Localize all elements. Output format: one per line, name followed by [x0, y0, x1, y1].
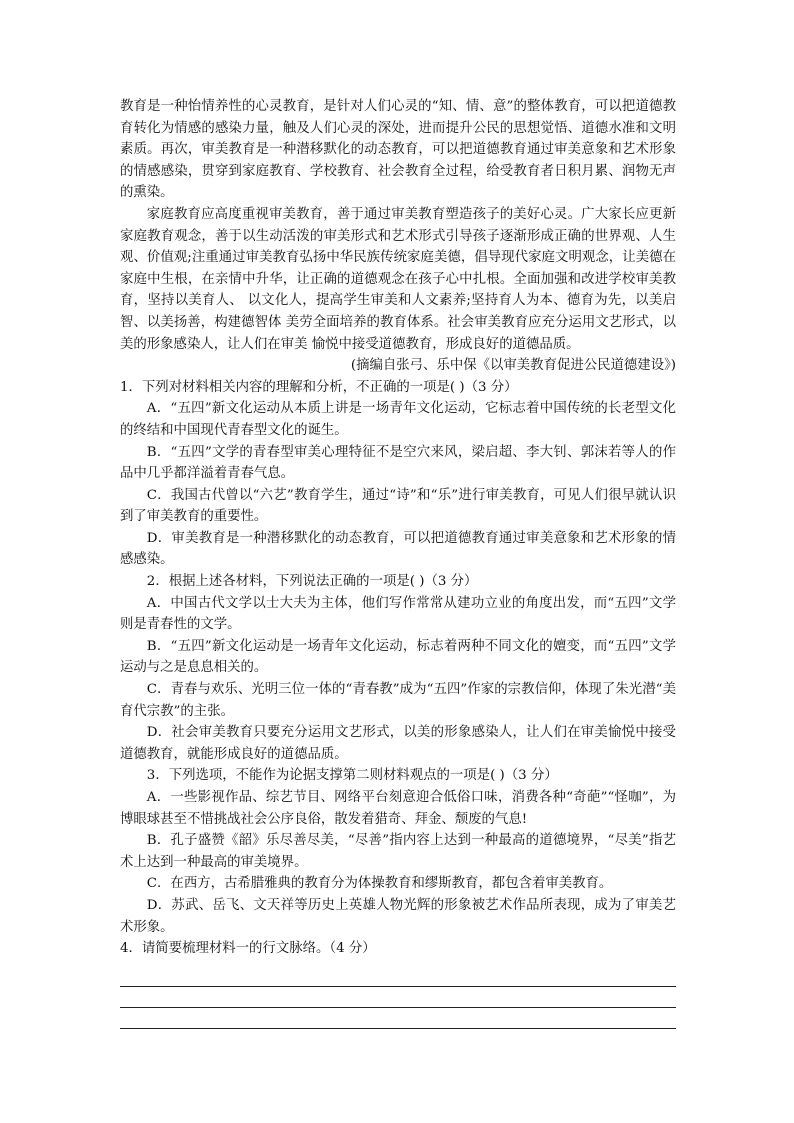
question-1-option-c: C．我国古代曾以“六艺”教育学生，通过“诗”和“乐”进行审美教育，可见人们很早就认识到了审美教育的重要性。 — [120, 487, 676, 525]
question-2-option-a: A．中国古代文学以士大夫为主体，他们写作常常从建功立业的角度出发，而“五四”文学则是青春性的文学。 — [120, 595, 676, 633]
question-1-stem: 1．下列对材料相关内容的理解和分析，不正确的一项是( )（3 分） — [120, 379, 518, 395]
answer-line[interactable] — [120, 987, 676, 1008]
question-4-stem: 4．请简要梳理材料一的行文脉络。（4 分） — [120, 941, 376, 957]
question-2-option-d: D．社会审美教育只要充分运用文艺形式，以美的形象感染人，让人们在审美愉悦中接受道德教育，就能形成良好的道德品质。 — [120, 725, 676, 762]
question-3-option-c: C．在西方，古希腊雅典的教育分为体操教育和缪斯教育，都包含着审美教育。 — [146, 876, 613, 892]
answer-line[interactable] — [120, 1008, 676, 1029]
question-1-option-a: A．“五四”新文化运动从本质上讲是一场青年文化运动，它标志着中国传统的长老型文化的终结和中国现代青春型文化的诞生。 — [120, 401, 676, 438]
passage-source: (摘编自张弓、乐中保《以审美教育促进公民道德建设》) — [350, 358, 676, 374]
question-2-option-c: C．青春与欢乐、光明三位一体的“青春教”成为“五四”作家的宗教信仰，体现了朱光潜“美育代宗教”的主张。 — [120, 682, 676, 719]
answer-line[interactable] — [120, 966, 676, 987]
exam-page — [120, 96, 676, 1029]
question-1-option-b: B．“五四”文学的青春型审美心理特征不是空穴来风，梁启超、李大钊、郭沫若等人的作品中几乎都洋溢着青春气息。 — [120, 444, 676, 482]
question-1-option-d: D．审美教育是一种潜移默化的动态教育，可以把道德教育通过审美意象和艺术形象的情感感染。 — [120, 530, 676, 568]
question-3-option-d: D．苏武、岳飞、文天祥等历史上英雄人物光辉的形象被艺术作品所表现，成为了审美艺术形象。 — [120, 897, 676, 935]
question-2-stem: 2．根据上述各材料，下列说法正确的一项是( )（3 分） — [146, 574, 478, 590]
answer-lines — [120, 966, 676, 1029]
question-3-stem: 3．下列选项，不能作为论据支撑第二则材料观点的一项是( )（3 分） — [146, 768, 558, 784]
passage-paragraph-2: 家庭教育应高度重视审美教育，善于通过审美教育塑造孩子的美好心灵。广大家长应更新家庭教育观念，善于以生动活泼的审美形式和艺术形式引导孩子逐渐形成正确的世界观、人生观、价值观;注重通过审美教育弘扬中华民族传统家庭美德，倡导现代家庭文明观念，让美德在家庭中生根，在亲情中升华，让正确的道德观念在孩子心中扎根。全面加强和改进学校审美教育，坚持以美育人、 以文化人，提高学生审美和人文素养;坚持育人为本、德育为先，以美启智、以美扬善，构建德智体 美劳全面培养的教育体系。社会审美教育应充分运用文艺形式，以美的形象感染人，让人们在审美 愉悦中接受道德教育，形成良好的道德品质。 — [120, 206, 676, 352]
question-3-option-b: B．孔子盛赞《韶》乐尽善尽美，“尽善”指内容上达到一种最高的道德境界，“尽美”指艺术上达到一种最高的审美境界。 — [120, 833, 676, 870]
question-3-option-a: A．一些影视作品、综艺节目、网络平台刻意迎合低俗口味，消费各种“奇葩”“怪咖”，为博眼球甚至不惜挑战社会公序良俗，散发着猎奇、拜金、颓废的气息! — [120, 790, 676, 827]
passage-paragraph-1: 教育是一种怡情养性的心灵教育，是针对人们心灵的“知、情、意”的整体教育，可以把道德教育转化为情感的感染力量，触及人们心灵的深处，进而提升公民的思想觉悟、道德水准和文明素质。再次，审美教育是一种潜移默化的动态教育，可以把道德教育通过审美意象和艺术形象的情感感染，贯穿到家庭教育、学校教育、社会教育全过程，给受教育者日积月累、润物无声的熏染。 — [120, 99, 676, 201]
question-2-option-b: B．“五四”新文化运动是一场青年文化运动，标志着两种不同文化的嬗变，而“五四”文学运动与之是息息相关的。 — [120, 638, 676, 676]
